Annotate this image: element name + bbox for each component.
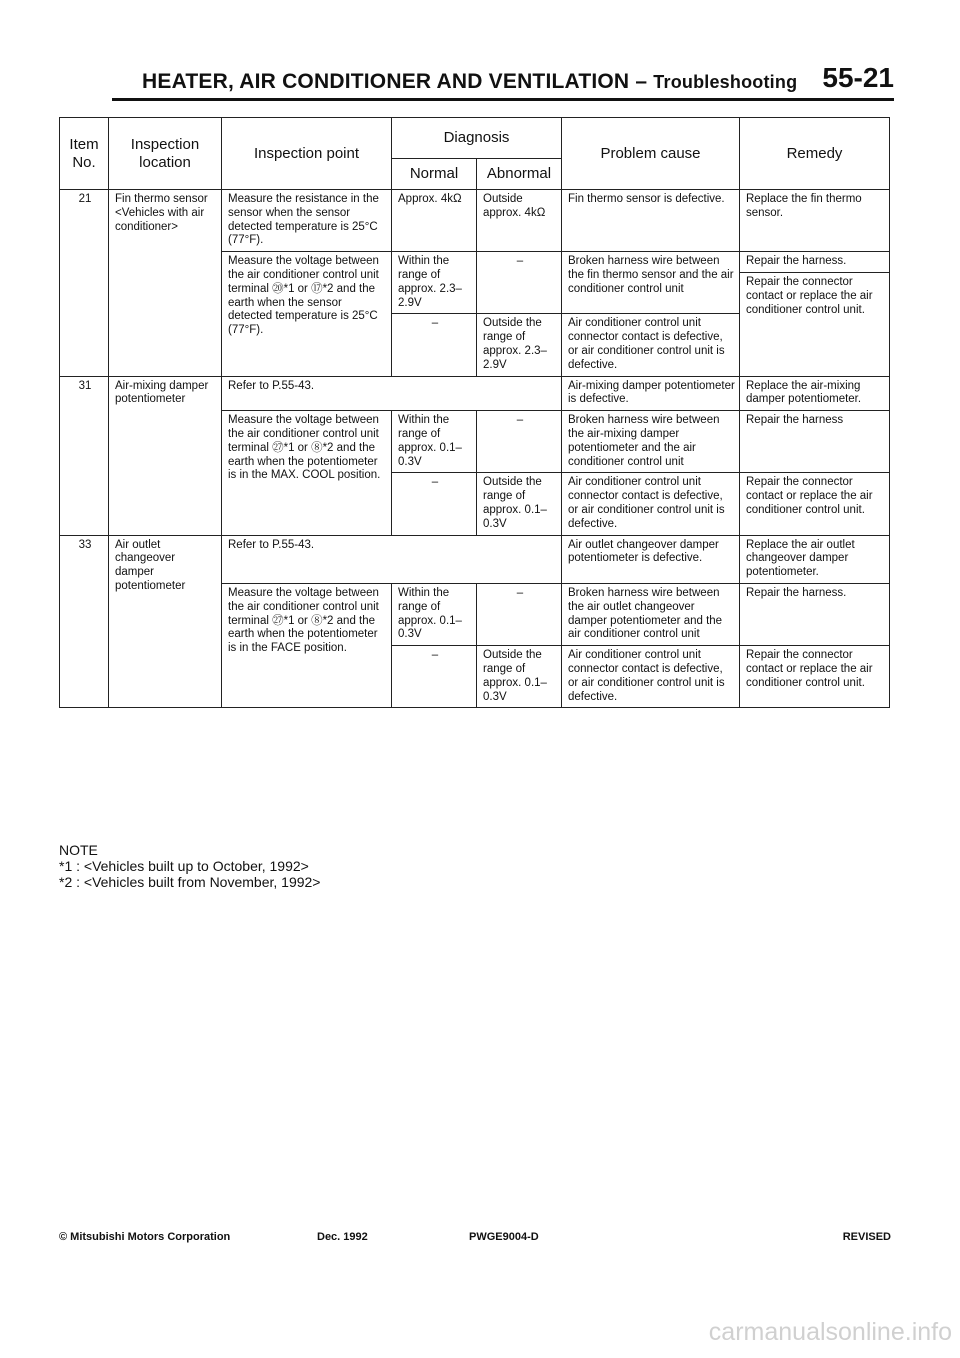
note-line: *2 : <Vehicles built from November, 1992> (59, 874, 321, 890)
title-dash: – (635, 70, 648, 93)
table-row (60, 190, 890, 252)
problem-cause: Broken harness wire between the air outlet changeover damper potentiometer and the air conditioner control unit (562, 583, 740, 645)
diagnosis-normal: Within the range of approx. 2.3–2.9V (392, 252, 477, 314)
table-row (60, 535, 890, 583)
problem-cause: Air conditioner control unit connector contact is defective, or air conditioner control unit is defective. (562, 646, 740, 708)
problem-cause: Air outlet changeover damper potentiometer is defective. (562, 535, 740, 583)
section-title (142, 70, 797, 94)
remedy: Replace the fin thermo sensor. (740, 190, 890, 252)
diagnosis-abnormal: – (477, 583, 562, 645)
footer-date: Dec. 1992 (317, 1231, 368, 1243)
diagnosis-abnormal: Outside approx. 4kΩ (477, 190, 562, 252)
header-normal: Normal (392, 159, 477, 190)
note-title: NOTE (59, 842, 98, 858)
table-row (60, 376, 890, 411)
remedy: Repair the harness. (740, 583, 890, 645)
header-rule (112, 98, 894, 101)
remedy: Repair the connector contact or replace the air conditioner control unit. (740, 646, 890, 708)
problem-cause: Air conditioner control unit connector contact is defective, or air conditioner control unit is defective. (562, 314, 740, 376)
inspection-location: Fin thermo sensor <Vehicles with air conditioner> (109, 190, 222, 377)
header-diagnosis: Diagnosis (392, 118, 562, 159)
inspection-point: Measure the resistance in the sensor when the sensor detected temperature is 25°C (77°F). (222, 190, 392, 252)
diagnosis-normal: – (392, 473, 477, 535)
remedy: Repair the harness (740, 411, 890, 473)
remedy: Repair the connector contact or replace the air conditioner control unit. (740, 272, 890, 376)
diagnosis-abnormal: Outside the range of approx. 0.1–0.3V (477, 646, 562, 708)
diagnosis-normal: – (392, 646, 477, 708)
troubleshooting-table (59, 117, 890, 708)
watermark: carmanualsonline.info (708, 1318, 952, 1346)
page-number: 55-21 (822, 62, 894, 93)
diagnosis-normal: – (392, 314, 477, 376)
page-footer (59, 1231, 891, 1251)
inspection-point: Measure the voltage between the air conditioner control unit terminal ㉗*1 or ⑧*2 and the earth when the potentiometer is in the MAX. COOL position. (222, 411, 392, 535)
diagnosis-abnormal: – (477, 411, 562, 473)
header-problem-cause: Problem cause (562, 118, 740, 190)
problem-cause: Fin thermo sensor is defective. (562, 190, 740, 252)
section-subtitle: Troubleshooting (653, 72, 798, 92)
remedy: Repair the harness. (740, 252, 890, 273)
diagnosis-abnormal: Outside the range of approx. 0.1–0.3V (477, 473, 562, 535)
remedy: Repair the connector contact or replace the air conditioner control unit. (740, 473, 890, 535)
page-header (112, 62, 894, 100)
footer-copyright: © Mitsubishi Motors Corporation (59, 1231, 231, 1243)
section-title-text: HEATER, AIR CONDITIONER AND VENTILATION (142, 70, 630, 93)
header-abnormal: Abnormal (477, 159, 562, 190)
problem-cause: Broken harness wire between the air-mixing damper potentiometer and the air conditioner control unit (562, 411, 740, 473)
header-item-no: Item No. (60, 118, 109, 190)
diagnosis-normal: Within the range of approx. 0.1–0.3V (392, 411, 477, 473)
problem-cause: Air-mixing damper potentiometer is defective. (562, 376, 740, 411)
reference-text: Refer to P.55-43. (222, 376, 562, 411)
item-number: 31 (60, 376, 109, 535)
inspection-point: Measure the voltage between the air conditioner control unit terminal ㉗*1 or ⑧*2 and the earth when the potentiometer is in the FACE position. (222, 583, 392, 707)
diagnosis-normal: Approx. 4kΩ (392, 190, 477, 252)
footer-status: REVISED (842, 1231, 891, 1243)
inspection-point: Measure the voltage between the air conditioner control unit terminal ⑳*1 or ⑰*2 and the earth when the sensor detected temperature is 25°C (77°F). (222, 252, 392, 376)
note-line: *1 : <Vehicles built up to October, 1992> (59, 858, 309, 874)
item-number: 21 (60, 190, 109, 377)
remedy: Replace the air-mixing damper potentiometer. (740, 376, 890, 411)
problem-cause: Air conditioner control unit connector contact is defective, or air conditioner control unit is defective. (562, 473, 740, 535)
footer-code: PWGE9004-D (469, 1231, 539, 1243)
inspection-location: Air-mixing damper potentiometer (109, 376, 222, 535)
header-inspection-location: Inspection location (109, 118, 222, 190)
note-section (59, 842, 320, 890)
header-inspection-point: Inspection point (222, 118, 392, 190)
reference-text: Refer to P.55-43. (222, 535, 562, 583)
item-number: 33 (60, 535, 109, 708)
remedy: Replace the air outlet changeover damper potentiometer. (740, 535, 890, 583)
diagnosis-abnormal: Outside the range of approx. 2.3–2.9V (477, 314, 562, 376)
diagnosis-abnormal: – (477, 252, 562, 314)
problem-cause: Broken harness wire between the fin thermo sensor and the air conditioner control unit (562, 252, 740, 314)
header-remedy: Remedy (740, 118, 890, 190)
inspection-location: Air outlet changeover damper potentiometer (109, 535, 222, 708)
diagnosis-normal: Within the range of approx. 0.1–0.3V (392, 583, 477, 645)
